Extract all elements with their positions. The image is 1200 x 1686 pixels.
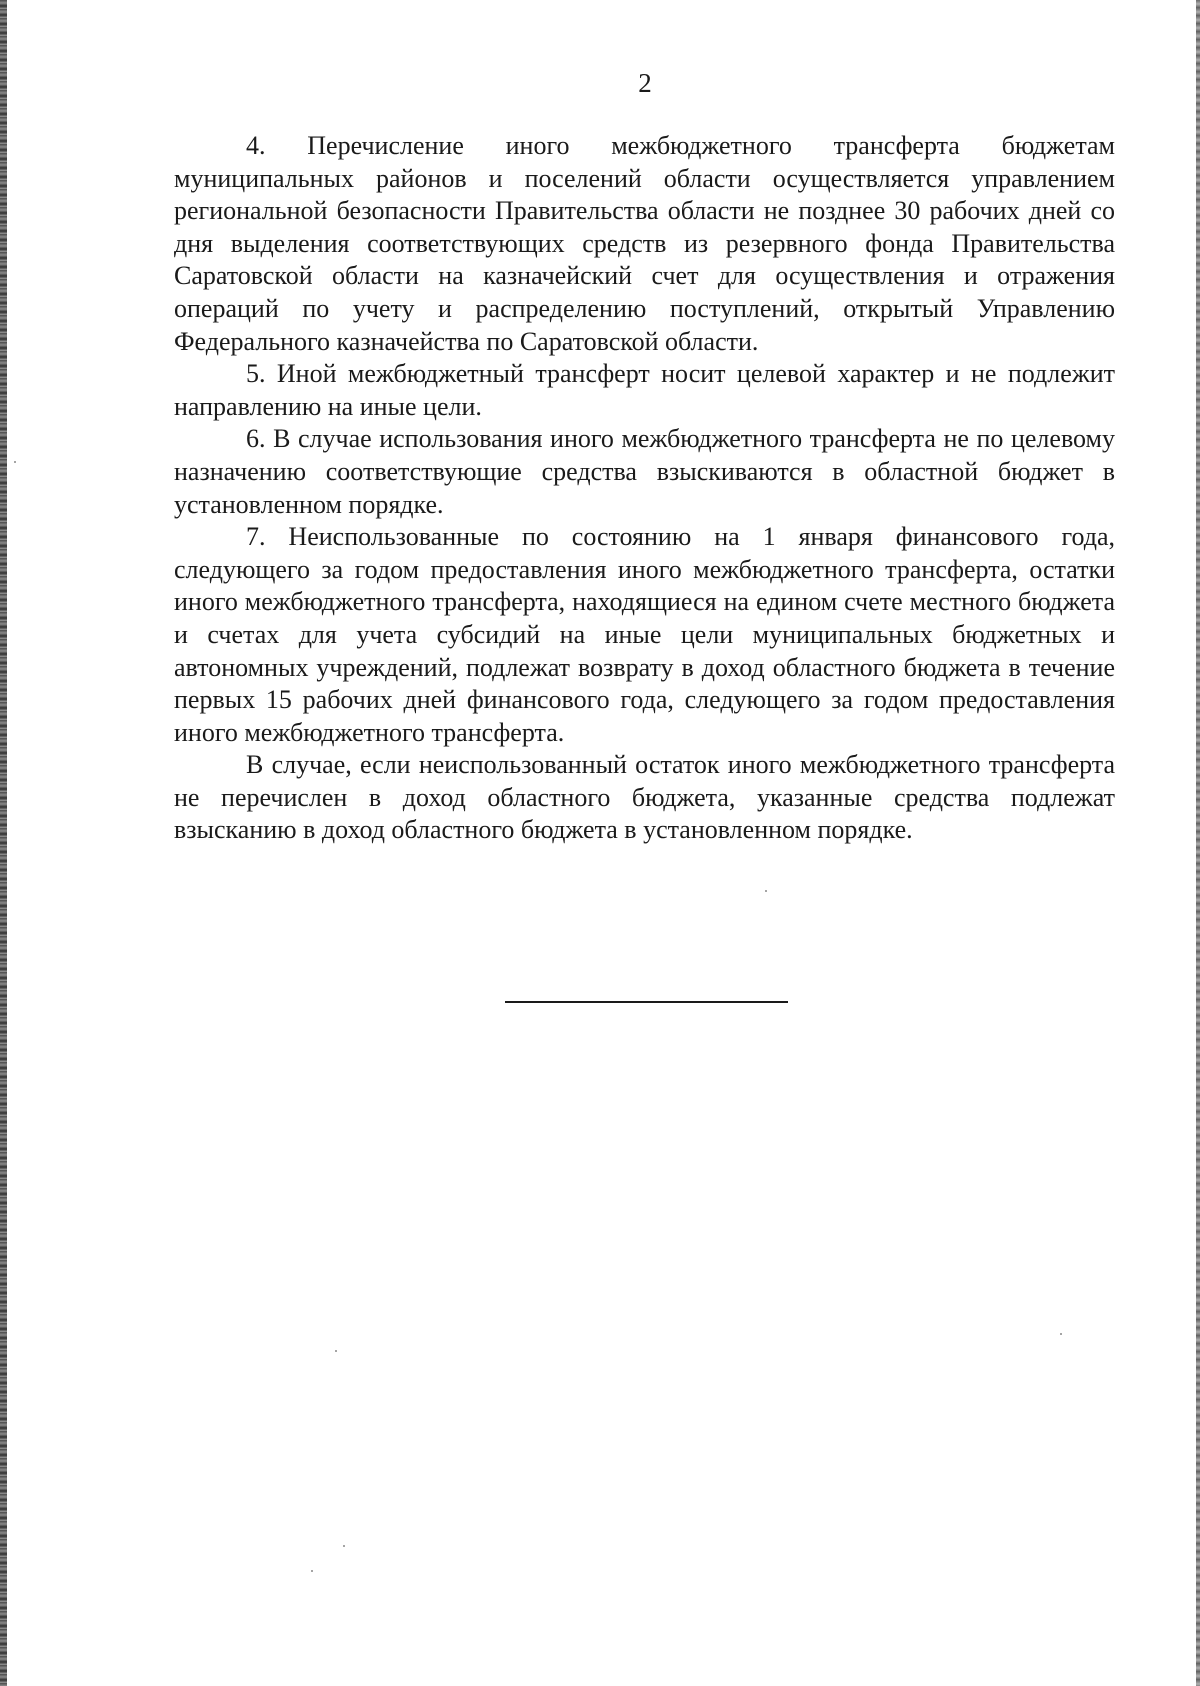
document-body bbox=[174, 130, 1115, 847]
scan-speck bbox=[335, 1350, 337, 1352]
end-separator-line bbox=[505, 1001, 788, 1003]
scan-speck bbox=[14, 461, 16, 463]
scan-speck bbox=[1060, 1333, 1062, 1335]
paragraph-item-6: 6. В случае использования иного межбюджетного трансферта не по целевому назначению соответствующие средства взыскиваются в областной бюджет в установленном порядке. bbox=[174, 424, 1115, 519]
paragraph-item-4: 4. Перечисление иного межбюджетного трансферта бюджетам муниципальных районов и поселений области осуществляется управлением региональной безопасности Правительства области не позднее 30 рабочих дней со дня выделения соответствующих средств из резервного фонда Правительства Саратовской области на казначейский счет для осуществления и отражения операций по учету и распределению поступлений, открытый Управлению Федерального казначейства по Саратовской области. bbox=[174, 131, 1115, 356]
scan-speck bbox=[311, 1570, 313, 1572]
paragraph-item-7: 7. Неиспользованные по состоянию на 1 января финансового года, следующего за годом предоставления иного межбюджетного трансферта, остатки иного межбюджетного трансферта, находящиеся на едином счете местного бюджета и счетах для учета субсидий на иные цели муниципальных бюджетных и автономных учреждений, подлежат возврату в доход областного бюджета в течение первых 15 рабочих дней финансового года, следующего за годом предоставления иного межбюджетного трансферта. bbox=[174, 522, 1115, 747]
page-number: 2 bbox=[638, 68, 652, 98]
scan-edge-right bbox=[1196, 0, 1200, 1686]
scan-speck bbox=[765, 890, 767, 892]
scan-edge-left bbox=[0, 0, 7, 1686]
scan-speck bbox=[343, 1545, 345, 1547]
paragraph-item-7-continuation: В случае, если неиспользованный остаток иного межбюджетного трансферта не перечислен в доход областного бюджета, указанные средства подлежат взысканию в доход областного бюджета в установленном порядке. bbox=[174, 750, 1115, 845]
paragraph-item-5: 5. Иной межбюджетный трансферт носит целевой характер и не подлежит направлению на иные цели. bbox=[174, 359, 1115, 421]
